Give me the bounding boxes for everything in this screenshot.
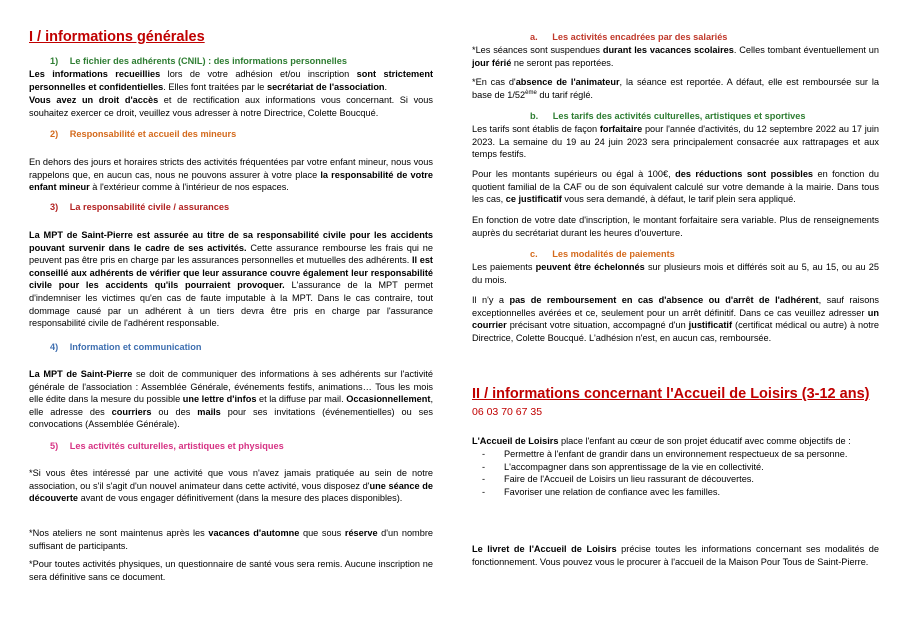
activities-paragraph-3: *Pour toutes activités physiques, un questionnaire de santé vous sera remis. Aucune inscription ne sera définitive sans ce document.	[29, 559, 433, 582]
subsection-c-label: Les modalités de paiements	[552, 249, 675, 259]
text: avant de vous engager définitivement (dans la mesure des places disponibles).	[78, 493, 403, 504]
text: Il n'y a	[472, 295, 510, 305]
tarifs-paragraph-2	[472, 168, 879, 206]
subsection-5-label: Les activités culturelles, artistiques et physiques	[69, 441, 284, 451]
section-1-title: I / informations générales	[29, 29, 205, 45]
list-item	[472, 486, 852, 499]
subsection-a-label: Les activités encadrées par des salariés	[552, 32, 728, 42]
text: d'un nombre suffisant de participants.	[29, 528, 433, 551]
subsection-b-number: b.	[530, 111, 539, 121]
text: vous sera demandé, à défaut, le tarif plein sera appliqué.	[561, 194, 796, 205]
subsection-5-title	[50, 440, 284, 453]
salaried-paragraph-2	[472, 76, 879, 101]
list-item-text: Permettre à l'enfant de grandir dans un environnement respectueux de sa personne.	[504, 449, 848, 459]
livret-paragraph	[472, 543, 879, 568]
text: . Elles font traitées par le	[163, 81, 267, 92]
cnil-paragraph-1	[29, 68, 433, 93]
subsection-a-number: a.	[530, 32, 538, 42]
payments-paragraph-2	[472, 294, 879, 344]
text: précisant votre situation, accompagné d'un	[506, 320, 689, 331]
list-item	[472, 473, 852, 486]
text-bold: Occasionnellement	[346, 394, 431, 405]
text-bold: jour férié	[472, 57, 512, 68]
payments-paragraph-1	[472, 261, 879, 286]
text-bold: Vous avez un droit d'accès	[29, 95, 159, 105]
list-item-text: Favoriser une relation de confiance avec les familles.	[504, 486, 721, 497]
dash-bullet: -	[482, 461, 486, 472]
list-item	[472, 461, 852, 474]
subsection-b-label: Les tarifs des activités culturelles, artistiques et sportives	[552, 111, 806, 121]
minors-paragraph	[29, 156, 433, 194]
text: (certificat médical ou autre) à notre Directrice, Colette Boucqué. L'adhésion n'est, en aucun cas, remboursée.	[472, 320, 879, 343]
text: En dehors des jours et horaires stricts des activités fréquentées par votre enfant mineur, nous vous rappelons que, en aucun cas, nous ne pouvons assurer à votre place	[29, 157, 433, 180]
text: ne seront pas reportées.	[511, 57, 614, 68]
list-item-text: L'accompagner dans son apprentissage de la vie en collectivité.	[504, 461, 764, 472]
text: *Nos ateliers ne sont maintenus après les	[29, 528, 209, 538]
activities-paragraph-2	[29, 527, 433, 552]
accueil-intro	[472, 435, 879, 448]
phone-number: 06 03 70 67 35	[472, 406, 543, 418]
text: que sous	[299, 528, 345, 538]
text: sur plusieurs mois et différés soit au 5, au 15, ou au 25 du mois.	[472, 262, 879, 285]
text-bold: réserve	[344, 528, 378, 538]
text-bold: la responsabilité de votre enfant mineur	[29, 169, 433, 193]
cnil-paragraph-2	[29, 94, 433, 119]
subsection-1-title	[50, 55, 347, 68]
tarifs-paragraph-1	[472, 123, 879, 161]
text: Cette assurance rembourse les frais qui ne peuvent pas être pris en charge par les assurances personnelles et mutuelles des adhérents.	[29, 242, 433, 266]
text: *Les séances sont suspendues	[472, 45, 603, 55]
text: place l'enfant au cœur de son projet éducatif avec comme objectifs de :	[558, 436, 851, 446]
text-bold: pas de remboursement en cas d'absence ou d'arrêt de l'adhérent	[509, 295, 819, 305]
dash-bullet: -	[482, 486, 486, 497]
activities-paragraph-1	[29, 467, 433, 505]
text: du tarif réglé.	[536, 89, 593, 100]
subsection-1-number: 1)	[50, 56, 59, 66]
subsection-4-label: Information et communication	[69, 342, 202, 352]
subsection-1-label: Le fichier des adhérents (CNIL) : des informations personnelles	[69, 56, 347, 66]
text: et la diffuse par mail.	[256, 394, 347, 405]
text: Pour les montants supérieurs ou égal à 100€,	[472, 169, 676, 179]
subsection-2-label: Responsabilité et accueil des mineurs	[69, 129, 237, 139]
text-bold: vacances d'automne	[208, 528, 300, 538]
text-bold: La MPT de Saint-Pierre	[29, 369, 133, 379]
tarifs-paragraph-3: En fonction de votre date d'inscription, le montant forfaitaire sera variable. Plus de renseignements auprès du secrétariat durant les heures d'ouverture.	[472, 215, 879, 238]
subsection-3-number: 3)	[50, 202, 59, 212]
text-bold: une lettre d'infos	[182, 394, 257, 405]
text: pour l'année d'activités, du 12 septembre 2022 au 17 juin 2023. La semaine du 19 au 24 juin 2023 sera principalement consacrée aux rattrapages et aux temps festifs.	[472, 124, 880, 160]
text-bold: courriers	[111, 406, 152, 417]
text-bold: Le livret de l'Accueil de Loisirs	[472, 544, 617, 554]
text: et de rectification aux informations vous concernant. Si vous souhaitez exercer ce droit, veuillez vous adresser à notre Directrice, Colette Boucqué.	[29, 95, 433, 118]
dash-bullet: -	[482, 449, 486, 459]
subsection-c-title	[530, 248, 675, 261]
text: .	[384, 81, 388, 92]
subsection-3-label: La responsabilité civile / assurances	[69, 202, 230, 212]
list-item	[472, 448, 852, 461]
text-bold: Il est conseillé aux adhérents de vérifier que leur assurance couvre également leur responsabilité civile pour les accidents qu'ils pourraient provoquer.	[29, 255, 433, 291]
subsection-b-title	[530, 110, 806, 123]
text: , sauf raisons exceptionnelles avérées et ce, seulement pour un arrêt définitif. Dans ce cas veuillez adresser	[472, 295, 880, 318]
subsection-a-title	[530, 31, 727, 44]
text: Les tarifs sont établis de façon	[472, 124, 600, 134]
text: , elle adresse des	[29, 394, 433, 417]
objectives-list	[472, 448, 852, 498]
text: *En cas d'	[472, 77, 516, 87]
text: L'assurance de la MPT permet d'indemniser les victimes qu'en cas de faute imputable à la MPT. Dans le cas contraire, tout dommage causé par un adhérent à un tiers devra être pris en charge par l'assurance responsabilité civile de l'adhérent responsable.	[29, 280, 433, 329]
list-item-text: Faire de l'Accueil de Loisirs un lieu rassurant de découvertes.	[504, 474, 754, 485]
text-bold: des réductions sont possibles	[675, 169, 814, 179]
text: en fonction du quotient familial de la CAF ou de son équivalent calculé sur votre demande à la mairie. Dans tous les cas,	[472, 169, 880, 205]
subsection-5-number: 5)	[50, 441, 59, 451]
text-bold: L'Accueil de Loisirs	[472, 436, 559, 446]
text-bold: secrétariat de l'association	[266, 81, 385, 92]
subsection-4-title	[50, 341, 201, 354]
text: précise toutes les informations concernant ses modalités de fonctionnement. Vous pouvez vous le procurer à l'accueil de la Maison Pour Tous de Saint-Pierre.	[472, 544, 879, 567]
subsection-2-number: 2)	[50, 129, 59, 139]
superscript: ème	[525, 89, 537, 96]
text: , la séance est reportée. A défaut, elle est remboursée sur la base de 1/52	[472, 77, 879, 100]
text-bold: ce justificatif	[505, 194, 562, 205]
text: . Celles tombant éventuellement un	[733, 45, 880, 55]
text-bold: un courrier	[472, 307, 879, 331]
insurance-paragraph	[29, 229, 433, 330]
text: Les paiements	[472, 262, 536, 272]
text: se doit de communiquer des informations à ses adhérents sur l'activité générale de l'association : Assemblée Générale, événements festifs, animations… Tous les mois elle édite dans la mesure du possible	[29, 369, 433, 405]
dash-bullet: -	[482, 474, 486, 485]
text-bold: La MPT de Saint-Pierre est assurée au titre de sa responsabilité civile pour les accidents pouvant survenir dans le cadre de ses activités.	[29, 230, 433, 253]
text-bold: sont strictement personnelles et confidentielles	[29, 69, 434, 92]
text-bold: forfaitaire	[599, 124, 643, 134]
text-bold: Les informations recueillies	[29, 69, 161, 79]
subsection-2-title	[50, 128, 236, 141]
section-2-title: II / informations concernant l'Accueil de Loisirs (3-12 ans)	[472, 386, 870, 402]
text-bold: absence de l'animateur	[515, 77, 620, 87]
subsection-c-number: c.	[530, 249, 538, 259]
text-bold: durant les vacances scolaires	[602, 45, 734, 55]
text: à l'extérieur comme à l'intérieur de nos espaces.	[89, 182, 289, 193]
text: lors de votre adhésion et/ou inscription	[160, 69, 357, 79]
salaried-paragraph-1	[472, 44, 879, 69]
text: pour ses invitations (événementielles) ou ses convocations (Assemblée Générale).	[29, 406, 433, 430]
text-bold: une séance de découverte	[29, 480, 433, 504]
communication-paragraph	[29, 368, 433, 431]
subsection-4-number: 4)	[50, 342, 59, 352]
text: ou des	[151, 406, 198, 417]
subsection-3-title	[50, 201, 229, 214]
text: *Si vous êtes intéressé par une activité que vous n'avez jamais pratiquée au sein de notre association, ou s'il s'agit d'un nouvel animateur dans cette activité, vous disposez d'	[29, 468, 433, 491]
text-bold: mails	[197, 406, 221, 417]
text-bold: justificatif	[688, 320, 733, 331]
text-bold: peuvent être échelonnés	[535, 262, 645, 272]
